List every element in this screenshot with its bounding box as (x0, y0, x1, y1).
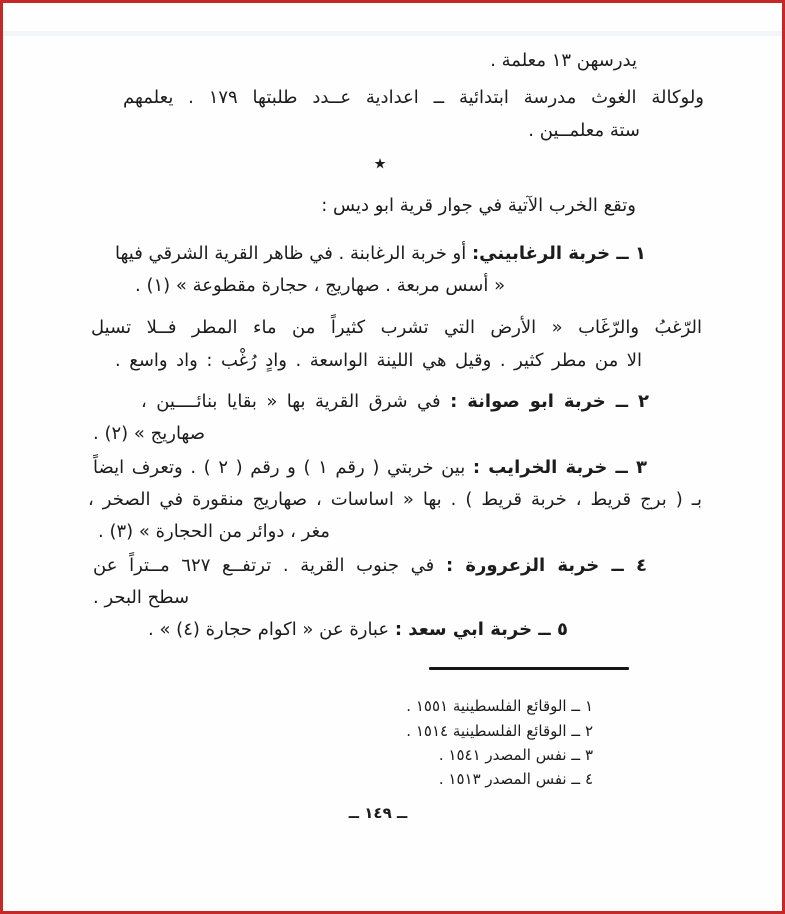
page-number: ــ ١٤٩ ــ (348, 804, 408, 822)
rughb-note-line-1: الرّغبُ والرّغَاب « الأرض التي تشرب كثيراً من ماء المطر فــلا تسيل (91, 317, 702, 338)
khirba-4-line-2: سطح البحر . (93, 587, 190, 608)
footnote-separator-rule (429, 667, 629, 670)
intro-line-unrwa-school: ولوكالة الغوث مدرسة ابتدائية ــ اعدادية عــدد طلبتها ١٧٩ . يعلمهم (123, 87, 705, 108)
section-divider-star-icon: ٭ (373, 149, 387, 177)
khirba-1-title: ١ ــ خربة الرغابيني: (471, 243, 646, 264)
khirba-1-line-2: « أسس مربعة . صهاريج ، حجارة مقطوعة » (١) . (135, 275, 506, 296)
khirba-2-title: ٢ ــ خربة ابو صوانة : (450, 391, 649, 412)
khirba-4-text: في جنوب القرية . ترتفــع ٦٢٧ مــتراً عن (93, 555, 435, 576)
khirba-1-text: أو خربة الرغابنة . في ظاهر القرية الشرقي فيها (115, 243, 467, 264)
khirba-1-line-1 (115, 240, 646, 267)
footnote-1: ١ ــ الوقائع الفلسطينية ١٥٥١ . (406, 697, 593, 715)
khirba-2-text: في شرق القرية بها « بقايا بنائــــين ، (141, 391, 441, 412)
khirba-5-line-1 (148, 616, 568, 643)
footnote-4: ٤ ــ نفس المصدر ١٥١٣ . (438, 770, 593, 788)
khirba-3-line-2: بـ ( برج قريط ، خربة قريط ) . بها « اساسات ، صهاريج منقورة في الصخر ، (88, 489, 702, 510)
khirba-3-line-3: مغر ، دوائر من الحجارة » (٣) . (98, 521, 330, 542)
khirba-4-line-1 (93, 552, 647, 579)
khirba-3-line-1 (93, 454, 647, 481)
scan-artifact-streak (3, 31, 782, 36)
intro-line-teachers: يدرسهن ١٣ معلمة . (490, 50, 637, 71)
footnote-3: ٣ ــ نفس المصدر ١٥٤١ . (438, 746, 593, 764)
khirba-2-line-2: صهاريج » (٢) . (93, 423, 206, 444)
khirba-2-line-1 (141, 388, 649, 415)
rughb-note-line-2: الا من مطر كثير . وقيل هي اللينة الواسعة . وادٍ رُغْب : واد واسع . (115, 350, 642, 371)
intro-line-six-teachers: ستة معلمــين . (528, 120, 640, 141)
khirba-3-title: ٣ ــ خربة الخرايب : (472, 457, 647, 478)
khirba-4-title: ٤ ــ خربة الزعرورة : (445, 555, 647, 576)
section-heading-khirab: وتقع الخرب الآتية في جوار قرية ابو ديس : (321, 195, 636, 216)
khirba-5-title: ٥ ــ خربة ابي سعد : (394, 619, 568, 640)
khirba-3-text: بين خربتي ( رقم ١ ) و رقم ( ٢ ) . وتعرف ايضاً (93, 457, 466, 478)
khirba-5-text: عبارة عن « اكوام حجارة (٤) » . (148, 619, 390, 640)
footnote-2: ٢ ــ الوقائع الفلسطينية ١٥١٤ . (406, 722, 593, 740)
